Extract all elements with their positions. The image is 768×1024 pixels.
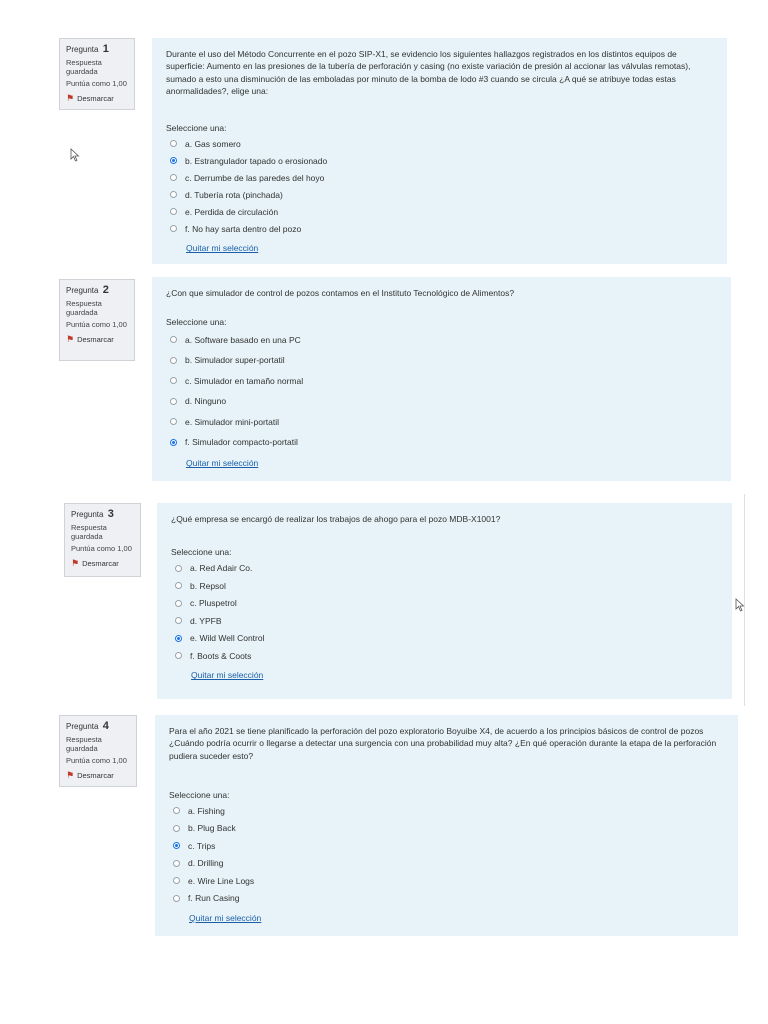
question-text: Para el año 2021 se tiene planificado la perforación del pozo exploratorio Boyuibe X4, de acuerdo a los principios básicos de control de pozos ¿Cuándo podría ocurrir o llegarse a detectar una surgencia con una probabilidad muy alta? ¿En qué operación durante la etapa de la perforación pudiera suceder esto? — [169, 726, 717, 761]
radio-button[interactable] — [175, 617, 182, 624]
flag-icon: ⚑ — [66, 770, 75, 780]
question-label: Pregunta — [66, 45, 99, 54]
question-1-content — [152, 38, 727, 264]
option-label: b. Estrangulador tapado o erosionado — [185, 155, 328, 166]
question-state: Respuesta guardada — [71, 523, 107, 541]
question-4-content — [155, 715, 738, 936]
question-2-content — [152, 277, 731, 481]
radio-button[interactable] — [170, 418, 177, 425]
question-grade: Puntúa como 1,00 — [66, 79, 127, 88]
answer-option[interactable] — [171, 647, 718, 665]
radio-button[interactable] — [173, 860, 180, 867]
option-label: f. Run Casing — [188, 893, 240, 904]
answer-option[interactable] — [166, 329, 717, 350]
flag-label: Desmarcar — [82, 559, 119, 568]
answer-option[interactable] — [171, 577, 718, 595]
answer-option[interactable] — [166, 152, 713, 169]
question-label: Pregunta — [71, 510, 104, 519]
answer-option[interactable] — [171, 559, 718, 577]
flag-label: Desmarcar — [77, 771, 114, 780]
answer-option[interactable] — [166, 370, 717, 391]
question-grade: Puntúa como 1,00 — [66, 320, 127, 329]
radio-button[interactable] — [175, 600, 182, 607]
answer-option[interactable] — [169, 837, 724, 855]
radio-button[interactable] — [173, 895, 180, 902]
option-label: e. Perdida de circulación — [185, 206, 279, 217]
option-label: d. Tubería rota (pinchada) — [185, 189, 283, 200]
answer-option[interactable] — [166, 203, 713, 220]
question-text: ¿Qué empresa se encargó de realizar los trabajos de ahogo para el pozo MDB-X1001? — [171, 514, 501, 524]
clear-selection-link[interactable]: Quitar mi selección — [189, 912, 262, 923]
option-label: e. Wire Line Logs — [188, 875, 255, 886]
answer-option[interactable] — [171, 612, 718, 630]
option-label: c. Derrumbe de las paredes del hoyo — [185, 172, 325, 183]
question-number-value: 4 — [102, 720, 109, 732]
option-label: c. Simulador en tamaño normal — [185, 375, 304, 386]
clear-selection-link[interactable]: Quitar mi selección — [191, 670, 264, 681]
flag-button[interactable] — [66, 771, 130, 780]
flag-button[interactable] — [66, 335, 128, 344]
answer-option[interactable] — [169, 854, 724, 872]
question-3-content — [157, 503, 732, 699]
answer-prompt: Seleccione una: — [166, 317, 227, 328]
answer-option[interactable] — [169, 819, 724, 837]
answer-prompt: Seleccione una: — [171, 547, 232, 558]
question-1-info — [59, 38, 135, 110]
question-number-value: 1 — [102, 43, 109, 55]
option-label: f. Simulador compacto-portatil — [185, 437, 298, 448]
option-label: d. YPFB — [190, 615, 222, 626]
radio-button[interactable] — [170, 140, 177, 147]
flag-button[interactable] — [66, 94, 128, 103]
radio-button[interactable] — [175, 565, 182, 572]
radio-button[interactable] — [175, 582, 182, 589]
option-label: a. Gas somero — [185, 138, 241, 149]
answer-option[interactable] — [166, 350, 717, 371]
answer-option[interactable] — [166, 411, 717, 432]
option-label: b. Plug Back — [188, 823, 236, 834]
radio-button[interactable] — [170, 208, 177, 215]
option-label: c. Trips — [188, 840, 216, 851]
flag-icon: ⚑ — [71, 558, 80, 568]
mouse-cursor-icon — [735, 598, 745, 612]
radio-button[interactable] — [170, 336, 177, 343]
answer-option[interactable] — [169, 889, 724, 907]
radio-button[interactable] — [173, 825, 180, 832]
flag-icon: ⚑ — [66, 93, 75, 103]
answer-prompt: Seleccione una: — [166, 123, 227, 134]
option-label: d. Ninguno — [185, 396, 227, 407]
question-number — [66, 284, 128, 296]
question-label: Pregunta — [66, 286, 99, 295]
radio-button[interactable] — [170, 174, 177, 181]
answer-prompt: Seleccione una: — [169, 789, 230, 800]
question-state: Respuesta guardada — [66, 299, 102, 317]
radio-button[interactable] — [173, 807, 180, 814]
radio-button[interactable] — [170, 191, 177, 198]
answer-option[interactable] — [171, 629, 718, 647]
question-number — [71, 508, 134, 520]
option-label: b. Simulador super-portatil — [185, 355, 285, 366]
flag-icon: ⚑ — [66, 334, 75, 344]
answer-option[interactable] — [166, 186, 713, 203]
clear-selection-link[interactable]: Quitar mi selección — [186, 458, 259, 469]
answer-option[interactable] — [166, 135, 713, 152]
flag-label: Desmarcar — [77, 94, 114, 103]
question-label: Pregunta — [66, 722, 99, 731]
option-label: a. Fishing — [188, 805, 225, 816]
radio-button[interactable] — [170, 357, 177, 364]
radio-button[interactable] — [170, 225, 177, 232]
answer-option[interactable] — [166, 220, 713, 237]
flag-label: Desmarcar — [77, 335, 114, 344]
question-grade: Puntúa como 1,00 — [66, 756, 127, 765]
answer-option[interactable] — [166, 432, 717, 453]
question-state: Respuesta guardada — [66, 58, 102, 76]
radio-button-checked[interactable] — [170, 439, 177, 446]
question-4-info — [59, 715, 137, 787]
option-label: a. Red Adair Co. — [190, 563, 253, 574]
radio-button[interactable] — [170, 377, 177, 384]
option-label: e. Simulador mini-portatil — [185, 416, 280, 427]
answer-option[interactable] — [171, 594, 718, 612]
option-label: c. Pluspetrol — [190, 598, 237, 609]
option-label: f. No hay sarta dentro del pozo — [185, 223, 302, 234]
question-state: Respuesta guardada — [66, 735, 102, 753]
question-number — [66, 43, 128, 55]
radio-button-checked[interactable] — [170, 157, 177, 164]
option-label: d. Drilling — [188, 858, 224, 869]
option-label: f. Boots & Coots — [190, 650, 252, 661]
answer-option[interactable] — [166, 391, 717, 412]
mouse-cursor-icon — [70, 148, 80, 162]
question-text: ¿Con que simulador de control de pozos contamos en el Instituto Tecnológico de Alimentos? — [166, 288, 515, 298]
radio-button[interactable] — [170, 398, 177, 405]
option-label: b. Repsol — [190, 580, 226, 591]
answer-option[interactable] — [169, 802, 724, 820]
radio-button-checked[interactable] — [173, 842, 180, 849]
radio-button[interactable] — [175, 652, 182, 659]
question-3-info — [64, 503, 141, 577]
question-grade: Puntúa como 1,00 — [71, 544, 132, 553]
question-number-value: 2 — [102, 284, 109, 296]
clear-selection-link[interactable]: Quitar mi selección — [186, 243, 259, 254]
option-label: e. Wild Well Control — [190, 633, 265, 644]
question-2-info — [59, 279, 135, 361]
radio-button[interactable] — [173, 877, 180, 884]
option-label: a. Software basado en una PC — [185, 334, 301, 345]
answer-option[interactable] — [166, 169, 713, 186]
answer-option[interactable] — [169, 872, 724, 890]
question-number — [66, 720, 130, 732]
radio-button-checked[interactable] — [175, 635, 182, 642]
question-number-value: 3 — [107, 508, 114, 520]
flag-button[interactable] — [71, 559, 134, 568]
question-text: Durante el uso del Método Concurrente en el pozo SIP-X1, se evidencio los siguientes hallazgos registrados en los distintos equipos de superficie: Aumento en las presiones de la tubería de perforación y casing (no existe variación de presión al accionar las válvulas remotas), sumado a esto una disminución de las emboladas por minuto de la bomba de lodo #3 cuando se circula ¿A qué se atribuye todas estas anormalidades?, elige una: — [166, 49, 691, 96]
